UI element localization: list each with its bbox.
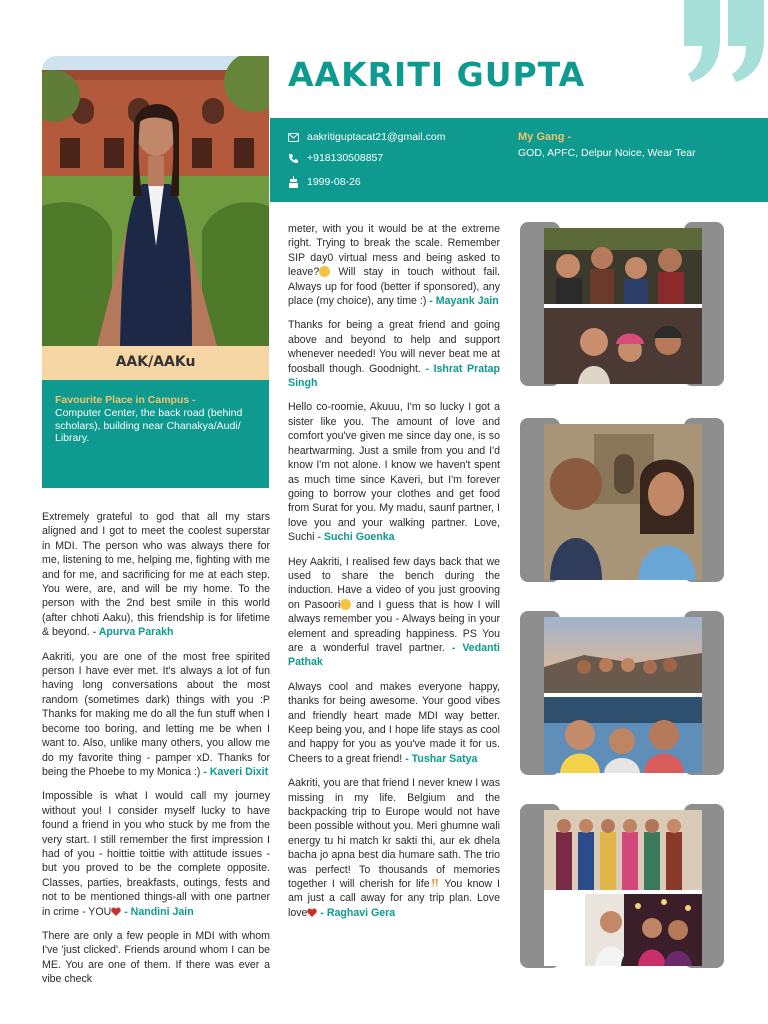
party-photo (624, 894, 702, 966)
champagne-icon (430, 879, 440, 888)
testimonial-author: - Mayank Jain (429, 295, 499, 308)
testimonial-text: Always cool and makes everyone happy, thanks for being awesome. Your good vibes and friendly heart made MDI way better. Keep being you, and I hope life stays as cool and happy for you as you've made it for us. Cheers to a great friend! (288, 680, 500, 765)
phone-row (288, 152, 383, 164)
nickname-text: AAK/AAKu (115, 354, 196, 370)
nickname-band (42, 346, 269, 380)
favourite-place-box (42, 380, 269, 488)
photo-gallery-1 (520, 222, 724, 386)
gallery-photos (544, 810, 702, 966)
hilltop-photo (544, 617, 702, 693)
phone-icon (288, 153, 299, 164)
testimonial (288, 776, 500, 920)
testimonial-author: - Ishrat Pratap Singh (288, 362, 500, 390)
email-row (288, 131, 445, 143)
testimonial-author: - Tushar Satya (405, 752, 478, 765)
beach-photo (544, 697, 702, 773)
testimonial (288, 400, 500, 544)
testimonial-text: Aakriti, you are that friend I never knew I was missing in my life. Belgium and the backpacking trip to Europe would not have been possible without you. Meri ghumne wali energy tu hi match kr sakti thi, aur ek dhela bacha jo apna best dia humare sath. The trio was perfect! To thousands of memories together I will cherish for life (288, 777, 500, 891)
testimonial-author: - Suchi Goenka (317, 531, 395, 544)
testimonial (42, 789, 270, 919)
heart-icon (307, 908, 317, 917)
testimonial-text-cont: and I guess that is how I will always remember you - Always being in your element and spreading happiness. PS You are a wonderful travel partner. (288, 598, 500, 654)
middle-testimonials (288, 222, 500, 930)
dob-row (288, 176, 361, 188)
gang-text: GOD, APFC, Delpur Noice, Wear Tear (518, 147, 696, 159)
testimonial-text: Hello co-roomie, Akuuu, I'm so lucky I got a sister like you. The amount of love and comfort you've given me since day one, is so heartwarming. Just a smile from you and I'd know I'm not alone. I know we haven't spent as much time since Kaveri, but I'm forever going to borrow your clothes and get food from Surat for you. My madu, saunf partner, I love you and your walking partner. Love, Suchi (288, 401, 500, 544)
person-name: AAKRITI GUPTA (288, 55, 586, 94)
testimonial-author: - Kaveri Dixit (203, 765, 269, 778)
testimonial (288, 680, 500, 766)
testimonial-author: - Apurva Parakh (92, 626, 174, 639)
testimonial (42, 650, 270, 780)
group-photo (544, 228, 702, 304)
photo-gallery-2 (520, 418, 724, 582)
testimonial-text: Aakriti, you are one of the most free spirited person I have ever met. It's always a lot of fun having long conversations about the most random (sometimes dark) things with you :P Thanks for making me do all the fun stuff when I become too boring, and letting me be when I want to. Also, unlike many others, you allow me do my favorite thing - pamper xD. Thanks for being the Phoebe to my Monica :) (42, 650, 270, 778)
testimonial (288, 555, 500, 670)
dob-text: 1999-08-26 (307, 176, 361, 188)
testimonial-author: - Nandini Jain (121, 905, 194, 918)
phone-text: +918130508857 (307, 152, 384, 164)
gallery-photos (544, 424, 702, 580)
testimonial (288, 222, 500, 308)
quote-mark-icon (682, 0, 768, 86)
favourite-place-title: Favourite Place in Campus - (55, 394, 196, 406)
testimonial (42, 929, 270, 987)
contact-band (270, 118, 768, 202)
photo-gallery-4 (520, 804, 724, 968)
ethnic-group-photo (544, 810, 702, 890)
testimonial-text: Extremely grateful to god that all my stars aligned and I got to meet the coolest superstar in MDI. The person who was always there for me, listening to me, helping me, fighting with me and for me, and sacrificing for me at each step. You were, are, and will be my home. To the person with the 2nd best smile in this world (after chhoti Aaku), this friendship is for lifetime & beyond. (42, 511, 270, 639)
smile-emoji-icon (340, 599, 351, 610)
testimonial-text: Thanks for being a great friend and going above and beyond to help and support whenever needed! You will never beat me at foosball though. Goodnight. (288, 319, 500, 375)
testimonial-text: meter, with you it would be at the extreme right. Trying to break the scale. Remember SIP day0 virtual mess and being asked to leave? (288, 223, 500, 279)
laughing-emoji-icon (319, 266, 330, 277)
heart-icon (111, 907, 121, 916)
favourite-place-text: Computer Center, the back road (behind scholars), building near Chanakya/Audi/ Library. (55, 406, 243, 445)
testimonial-text: Hey Aakriti, I realised few days back that we used to share the bench during the induction. Have a video of you just grooving on Pasoori (288, 555, 500, 611)
gallery-photos (544, 228, 702, 384)
portrait-photo (42, 56, 269, 346)
testimonial-text: Impossible is what I would call my journey without you! I consider myself lucky to have found a friend in you who stuck by me from the very start. I still remember the first impression I had of you - hoittie toittie with attitude issues - but you proved to be the complete opposite. Classes, parties, breakfasts, outings, fests and not to be mentioned things-all with one partner in crime - YOU (42, 790, 270, 918)
testimonial-author: - Raghavi Gera (317, 906, 396, 919)
selfie-photo (544, 424, 702, 580)
testimonial-text-cont: You know I am just a call away for any trip plan. Love love (288, 878, 500, 919)
testimonial (288, 318, 500, 390)
gang-title: My Gang - (518, 131, 572, 143)
photo-gallery-3 (520, 611, 724, 775)
cake-icon (288, 176, 299, 188)
mail-icon (288, 133, 299, 142)
email-text: aakritiguptacat21@gmail.com (307, 131, 446, 143)
left-testimonials (42, 510, 270, 997)
testimonial-author: - Vedanti Pathak (288, 641, 501, 669)
friends-photo (544, 308, 702, 384)
testimonial-text-cont: Will stay in touch without fail. Always up for food (better if sponsored), any place (my choice), any time :) (288, 266, 500, 308)
testimonial-text: There are only a few people in MDI with whom I've 'just clicked'. Friends around whom I can be ME. You are one of them. If there was ever a vibe check (42, 929, 270, 986)
testimonial (42, 510, 270, 640)
gallery-photos (544, 617, 702, 773)
